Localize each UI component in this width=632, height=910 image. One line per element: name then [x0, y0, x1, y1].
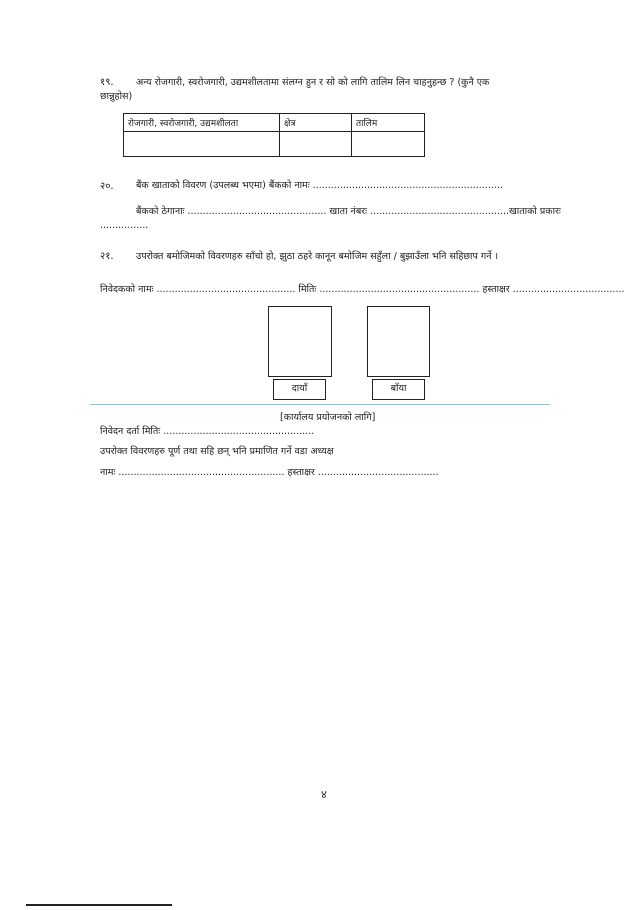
bottom-rule	[26, 904, 172, 906]
ward-chair-name-signature: नामः ....................................................... हस्ताक्षर ........................................	[100, 467, 439, 478]
col-employment-header: रोजगारी, स्वरोजगारी, उद्यमशीलता	[124, 114, 280, 132]
page-number: ४	[321, 788, 327, 801]
cell-training[interactable]	[352, 132, 425, 157]
applicant-line: निवेदकको नामः .............................................. मितिः ..................................................... हस्ताक्षर .....................................	[100, 284, 625, 295]
training-table	[123, 113, 425, 157]
left-thumbprint-box[interactable]	[367, 306, 430, 377]
q19-text: अन्य रोजगारी, स्वरोजगारी, उद्यमशीलतामा संलग्न हुन र सो को लागि तालिम लिन चाहनुहन्छ ? (कुनै एक	[136, 77, 490, 88]
right-thumbprint-box[interactable]	[268, 306, 332, 377]
training-table-header	[124, 114, 425, 132]
divider	[90, 404, 550, 405]
q21-declaration: उपरोक्त बमोजिमको विवरणहरु साँचो हो, झुठा ठहरे कानून बमोजिम सहुँला / बुझाउँला भनि सहिछाप गर्ने ।	[136, 251, 499, 262]
cell-employment[interactable]	[124, 132, 280, 157]
cell-sector[interactable]	[280, 132, 352, 157]
q20-account-type-blank: ................	[100, 220, 149, 231]
col-training-header: तालिम	[352, 114, 425, 132]
q20-bank-address: बैंकको ठेगानाः .............................................. खाता नंबरः ..............................................खाताको प्रकारः	[136, 206, 561, 217]
left-thumbprint-label: बाँया	[372, 379, 425, 400]
training-table-row	[124, 132, 425, 157]
ward-chair-certification: उपरोक्त विवरणहरु पूर्ण तथा सहि छन् भनि प्रमाणित गर्ने वडा अध्यक्ष	[100, 446, 334, 457]
q19-number: १९.	[100, 77, 114, 88]
q21-number: २१.	[100, 251, 114, 262]
registration-date: निवेदन दर्ता मितिः ..................................................	[100, 426, 315, 437]
col-sector-header: क्षेत्र	[280, 114, 352, 132]
right-thumbprint-label: दायाँ	[273, 379, 326, 400]
q19-text-continued: छान्नुहोस)	[100, 91, 133, 102]
q20-bank-name: बैंक खाताको विवरण (उपलब्ध भएमा) बैंकको नामः ...............................................................	[136, 180, 503, 191]
q20-number: २०.	[100, 181, 114, 192]
office-use-title: [कार्यालय प्रयोजनको लागि]	[280, 412, 376, 423]
